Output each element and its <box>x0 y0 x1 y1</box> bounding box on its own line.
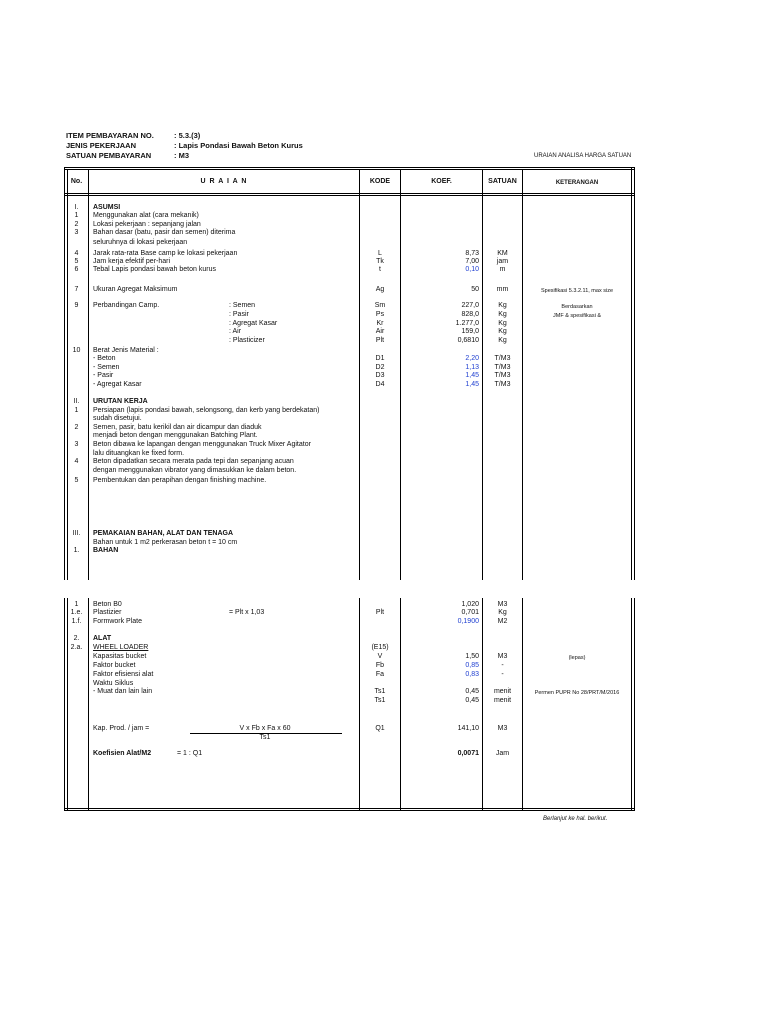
row-uraian: BAHAN <box>93 547 119 554</box>
row-no: II. <box>73 398 80 405</box>
row-no: 2. <box>73 635 80 642</box>
row-koef: 227,0 <box>461 302 479 309</box>
row-uraian: Beton dipadatkan secara merata pada tepi dan sepanjang acuan <box>93 458 294 465</box>
row-keterangan: Berdasarkan <box>561 304 593 310</box>
row-kode: Ts1 <box>374 688 386 695</box>
row-satuan: T/M3 <box>494 381 511 388</box>
row-kode: Ag <box>375 286 385 293</box>
row-kode: Air <box>375 328 385 335</box>
row-satuan: Kg <box>498 302 507 309</box>
row-no: III. <box>72 530 81 537</box>
row-uraian: Persiapan (lapis pondasi bawah, selongsong, dan kerb yang berdekatan) <box>93 407 320 414</box>
jenis-value: : Lapis Pondasi Bawah Beton Kurus <box>174 141 303 150</box>
row-uraian: URUTAN KERJA <box>93 398 148 405</box>
row-no: 9 <box>74 302 79 309</box>
row-keterangan: (lepas) <box>568 655 586 661</box>
row-kode: Ts1 <box>374 697 386 704</box>
footer-note: Berlanjut ke hal. berikut. <box>543 816 608 822</box>
row-kode: Plt <box>375 337 385 344</box>
row-koef: 7,00 <box>465 258 479 265</box>
col-header-kode: KODE <box>369 178 391 185</box>
item-label: ITEM PEMBAYARAN NO. <box>66 131 154 140</box>
row-uraian: ALAT <box>93 635 112 642</box>
row-uraian: Faktor bucket <box>93 662 136 669</box>
col-header-keterangan: KETERANGAN <box>555 180 599 186</box>
row-uraian: Jam kerja efektif per-hari <box>93 258 171 265</box>
row-uraian: Beton dibawa ke lapangan dengan menggunakan Truck Mixer Agitator <box>93 441 311 448</box>
row-koef: 0,6810 <box>457 337 479 344</box>
row-kode: D1 <box>375 355 385 362</box>
row-kode: Kr <box>376 320 384 327</box>
row-no: 2 <box>74 221 79 228</box>
row-uraian: WHEEL LOADER <box>93 644 149 651</box>
row-no: 1 <box>74 407 79 414</box>
row-kode: L <box>378 250 382 257</box>
row-satuan: Kg <box>498 311 507 318</box>
koef-value: 0,0071 <box>457 750 479 757</box>
row-kode: (E15) <box>371 644 389 651</box>
row-sub: : Agregat Kasar <box>229 320 278 327</box>
row-kode: Fa <box>375 671 385 678</box>
row-uraian: Faktor efisiensi alat <box>93 671 154 678</box>
row-satuan: jam <box>496 258 509 265</box>
row-no: 5 <box>74 477 79 484</box>
row-uraian: Waktu Siklus <box>93 680 134 687</box>
kap-label: Kap. Prod. / jam = <box>93 725 150 732</box>
row-koef: 1,45 <box>465 381 479 388</box>
row-uraian: sudah disetujui. <box>93 415 142 422</box>
col-header-no: No. <box>70 178 83 185</box>
kap-koef: 141,10 <box>457 725 479 732</box>
row-koef: 1,020 <box>461 601 479 608</box>
row-kode: D3 <box>375 372 385 379</box>
row-satuan: M3 <box>497 653 508 660</box>
row-koef: 0,85 <box>465 662 479 669</box>
row-koef: 0,1900 <box>457 618 479 625</box>
row-satuan: menit <box>493 697 512 704</box>
row-sub: : Pasir <box>229 311 249 318</box>
row-koef: 0,45 <box>465 688 479 695</box>
row-kode: Ps <box>375 311 385 318</box>
kap-denominator: Ts1 <box>259 734 271 741</box>
row-koef: 1.277,0 <box>455 320 479 327</box>
row-sub: : Plasticizer <box>229 337 265 344</box>
row-uraian: Bahan untuk 1 m2 perkerasan beton t = 10 cm <box>93 539 238 546</box>
row-koef: 0,10 <box>465 266 479 273</box>
row-no: I. <box>74 204 79 211</box>
row-no: 5 <box>74 258 79 265</box>
row-satuan: menit <box>493 688 512 695</box>
row-uraian: Tebal Lapis pondasi bawah beton kurus <box>93 266 216 273</box>
row-koef: 0,701 <box>461 609 479 616</box>
row-satuan: KM <box>497 250 508 257</box>
row-uraian: Semen, pasir, batu kerikil dan air dicampur dan diaduk <box>93 424 262 431</box>
row-uraian: - Pasir <box>93 372 114 379</box>
row-koef: 159,0 <box>461 328 479 335</box>
row-no: 1 <box>74 601 79 608</box>
row-uraian: ASUMSI <box>93 204 121 211</box>
koef-satuan: Jam <box>495 750 510 757</box>
row-keterangan: JMF & spesifikasi & <box>553 313 601 319</box>
row-satuan: Kg <box>498 609 507 616</box>
row-satuan: - <box>501 662 504 669</box>
row-satuan: Kg <box>498 320 507 327</box>
jenis-label: JENIS PEKERJAAN <box>66 141 137 150</box>
row-uraian: - Beton <box>93 355 116 362</box>
row-satuan: T/M3 <box>494 364 511 371</box>
row-no: 10 <box>72 347 81 354</box>
row-satuan: Kg <box>498 328 507 335</box>
row-koef: 0,45 <box>465 697 479 704</box>
row-no: 7 <box>74 286 79 293</box>
row-kode: Tk <box>376 258 384 265</box>
kap-numerator: V x Fb x Fa x 60 <box>239 725 291 732</box>
row-kode: V <box>377 653 383 660</box>
row-satuan: m <box>499 266 506 273</box>
koef-formula: = 1 : Q1 <box>177 750 203 757</box>
row-uraian: Pembentukan dan perapihan dengan finishing machine. <box>93 477 267 484</box>
row-satuan: T/M3 <box>494 372 511 379</box>
koef-label: Koefisien Alat/M2 <box>93 750 152 757</box>
row-uraian: lalu dituangkan ke fixed form. <box>93 450 185 457</box>
row-koef: 1,45 <box>465 372 479 379</box>
row-uraian: menjadi beton dengan menggunakan Batching Plant. <box>93 432 258 439</box>
row-satuan: M3 <box>497 601 508 608</box>
col-header-uraian: U R A I A N <box>200 178 248 185</box>
row-no: 3 <box>74 229 79 236</box>
row-koef: 1,50 <box>465 653 479 660</box>
row-uraian: Bahan dasar (batu, pasir dan semen) diterima <box>93 229 236 236</box>
row-satuan: mm <box>496 286 509 293</box>
row-no: 6 <box>74 266 79 273</box>
kap-satuan: M3 <box>497 725 508 732</box>
row-satuan: M2 <box>497 618 508 625</box>
row-keterangan: Spesifikasi 5.3.2.11, max size <box>540 288 614 294</box>
row-uraian: Menggunakan alat (cara mekanik) <box>93 212 199 219</box>
col-header-koef: KOEF. <box>431 178 452 185</box>
row-uraian: dengan menggunakan vibrator yang dimasukkan ke dalam beton. <box>93 467 297 474</box>
row-no: 1.f. <box>71 618 82 625</box>
row-uraian: Lokasi pekerjaan : sepanjang jalan <box>93 221 201 228</box>
row-no: 1. <box>73 547 80 554</box>
row-uraian: - Semen <box>93 364 120 371</box>
row-uraian: Formwork Plate <box>93 618 143 625</box>
row-uraian: Perbandingan Camp. <box>93 302 160 309</box>
row-kode: Sm <box>374 302 386 309</box>
kap-kode: Q1 <box>375 725 385 732</box>
row-koef: 1,13 <box>465 364 479 371</box>
row-no: 1 <box>74 212 79 219</box>
row-uraian: Berat Jenis Material : <box>93 347 159 354</box>
row-uraian: PEMAKAIAN BAHAN, ALAT DAN TENAGA <box>93 530 233 537</box>
row-koef: 2,20 <box>465 355 479 362</box>
row-keterangan: Permen PUPR No 28/PRT/M/2016 <box>534 690 620 696</box>
row-satuan: Kg <box>498 337 507 344</box>
row-koef: 8,73 <box>465 250 479 257</box>
row-no: 4 <box>74 250 79 257</box>
row-koef: 0,83 <box>465 671 479 678</box>
row-kode: D2 <box>375 364 385 371</box>
satuan-label: SATUAN PEMBAYARAN <box>66 151 152 160</box>
row-uraian: Jarak rata-rata Base camp ke lokasi pekerjaan <box>93 250 238 257</box>
row-uraian: - Agregat Kasar <box>93 381 142 388</box>
row-koef: 50 <box>471 286 479 293</box>
row-uraian: Ukuran Agregat Maksimum <box>93 286 178 293</box>
row-kode: Fb <box>375 662 385 669</box>
row-kode: D4 <box>375 381 385 388</box>
row-no: 4 <box>74 458 79 465</box>
row-uraian: Kapasitas bucket <box>93 653 147 660</box>
row-satuan: - <box>501 671 504 678</box>
row-sub: : Semen <box>229 302 256 309</box>
row-uraian: - Muat dan lain lain <box>93 688 153 695</box>
row-uraian: Beton B0 <box>93 601 122 608</box>
row-kode: Plt <box>375 609 385 616</box>
row-kode: t <box>379 266 381 273</box>
row-sub: = Plt x 1,03 <box>229 609 265 616</box>
col-header-satuan: SATUAN <box>488 178 517 185</box>
row-uraian: Plastizier <box>93 609 122 616</box>
item-value: : 5.3.(3) <box>174 131 201 140</box>
row-satuan: T/M3 <box>494 355 511 362</box>
row-no: 2.a. <box>70 644 83 651</box>
row-no: 2 <box>74 424 79 431</box>
satuan-value: : M3 <box>174 151 189 160</box>
row-no: 1.e. <box>70 609 83 616</box>
row-no: 3 <box>74 441 79 448</box>
row-koef: 828,0 <box>461 311 479 318</box>
row-uraian: seluruhnya di lokasi pekerjaan <box>93 239 188 246</box>
row-sub: : Air <box>229 328 242 335</box>
right-note: URAIAN ANALISA HARGA SATUAN <box>534 153 632 159</box>
